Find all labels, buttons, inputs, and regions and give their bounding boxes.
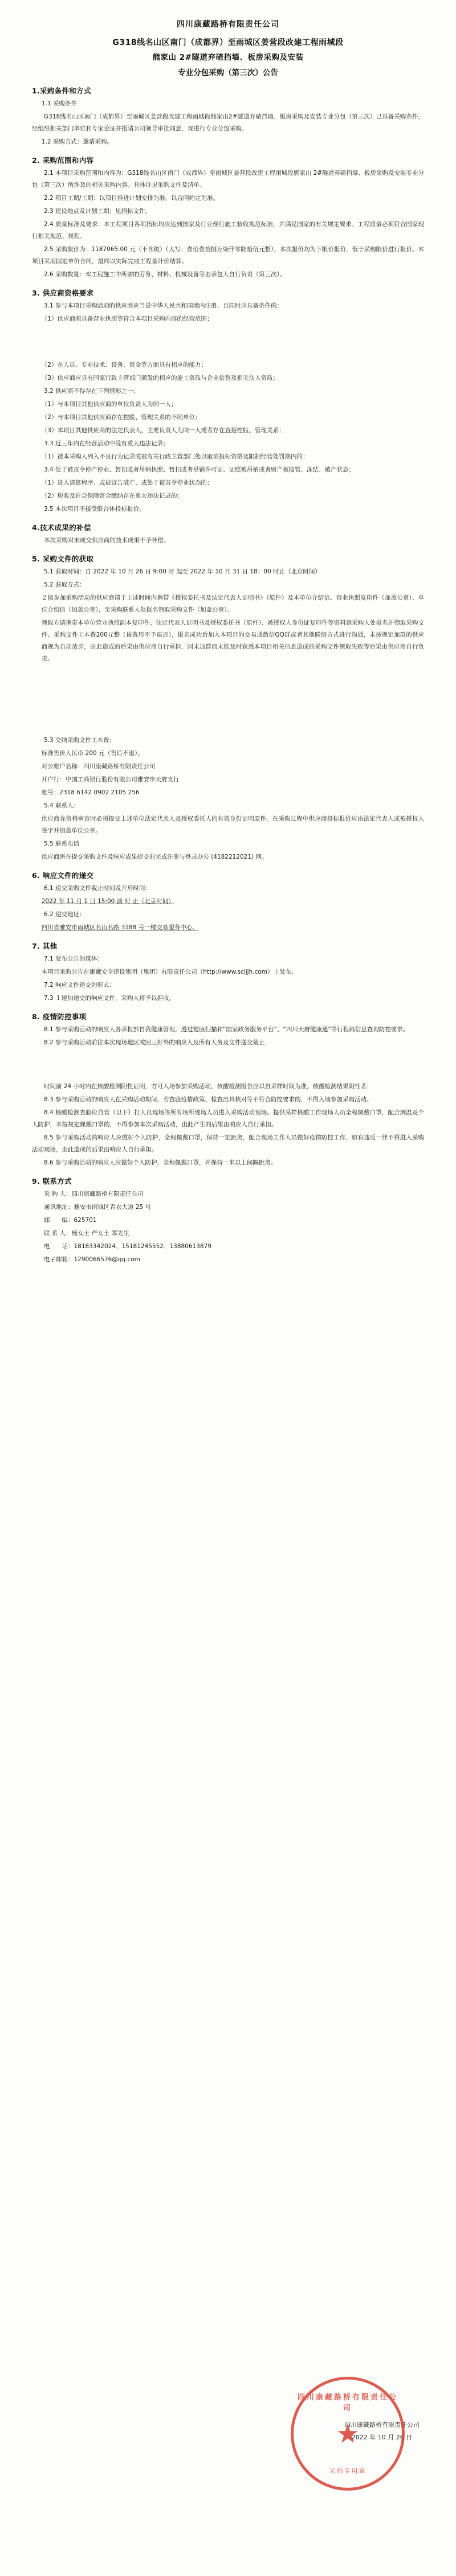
section-paragraph: 标准售价人民币 200 元（售后不退）。 bbox=[41, 750, 144, 757]
section-paragraph: 5.1 获取时间：自 2022 年 10 月 26 日 9:00 时 起至 2022 年 10 月 31 日 18：00 时止（北京时间） bbox=[44, 568, 321, 576]
section-paragraph: 本次采购对未成交供应商的技术成果不予补偿。 bbox=[44, 537, 170, 544]
section-paragraph: 3.1 参与本项目采购活动的供应商应当是中华人民共和国境内注册、且同时应具备条件的： bbox=[44, 302, 283, 310]
section-paragraph: 5.3 交纳采购文件工本费： bbox=[44, 737, 116, 744]
section-paragraph: 8.6 参与采购活动的响应人应做好个人防护，全程佩戴口罩，并保持一米以上间隔距离。 bbox=[44, 1159, 277, 1167]
section-paragraph: 开户行：中国工商银行股份有限公司雅安市天府支行 bbox=[41, 776, 180, 784]
section-paragraph: 7.2 响应文件递交的形式： bbox=[44, 982, 116, 989]
section-技术成果的补偿 bbox=[32, 522, 424, 547]
signature-date: 2022 年 10 月 26 日 bbox=[351, 2434, 413, 2441]
section-paragraph: （2）在人员、专业技术、设备、资金等方面具有相应的能力； bbox=[41, 362, 207, 369]
section-paragraph: 7.1 发布公告的媒体： bbox=[44, 955, 104, 963]
section-paragraph: 账号：2318 6142 0902 2105 256 bbox=[41, 789, 140, 797]
section-heading: 1.采购条件和方式 bbox=[32, 87, 91, 96]
section-paragraph: （2）与本项目其他供应商存在控股、管理关系的不同单位； bbox=[41, 414, 201, 421]
page-gap bbox=[32, 1050, 424, 1081]
section-疫情防控事项 bbox=[32, 1011, 424, 1169]
section-paragraph: 3.3 近三年内在经营活动中没有重大违法记录； bbox=[44, 440, 169, 448]
section-paragraph: 2.4 质量标准及要求：本工程项目各项指标均应达到国家及行业现行施工验收规范标准，并满足国家的有关规定要求。工程质量必须符合国家现行相关规范、规程。 bbox=[32, 221, 424, 240]
star-icon: ★ bbox=[336, 2418, 360, 2449]
section-paragraph: 供应商需在提交采购文件及响应成果提交前完成注册与登录办公 (4182212021) 网。 bbox=[41, 854, 268, 861]
seal-top-text: 四川康藏路桥有限责任公司 bbox=[297, 2393, 398, 2413]
section-paragraph: 2.5 采购限价为：1187065.00 元（不含税）（大写：壹佰壹拾捌万柒仟零陆拾伍元整），本次报价均为下限价报价，低于采购限价进行报价。本项目采用固定单价合同，最终以实际完成工程量计价结算。 bbox=[32, 246, 424, 265]
section-paragraph: 8.4 核酸检测查验应自营（以下）打人员现场等所有场所现场人员进入采购活动现场。提供采样核酸工作现场人员全程佩戴口罩，配合测温及个人防护，未按规定佩戴口罩的，不得参加本次采购活动，由此产生的后果由响应人自行承担。 bbox=[32, 1109, 424, 1129]
contact-postcode: 邮 编：625701 bbox=[44, 1217, 97, 1224]
section-paragraph: 5.4 联系人： bbox=[44, 802, 80, 810]
section-采购条件和方式 bbox=[32, 85, 424, 148]
section-paragraph: 8.2 参与采购活动前往本次现场地区或因三好外的响应人及所有人务及文件递交截止 bbox=[44, 1039, 265, 1047]
contact-purchaser: 采 购 人：四川康藏路桥有限责任公司 bbox=[44, 1191, 144, 1198]
section-paragraph: 6.2 递交地址： bbox=[44, 911, 85, 918]
company-name: 四川康藏路桥有限责任公司 bbox=[177, 20, 279, 29]
contact-email: 电子邮箱：1290066576@qq.com bbox=[44, 1256, 140, 1264]
section-paragraph: 对公账户名称：四川康藏路桥有限责任公司 bbox=[41, 763, 156, 770]
section-paragraph: 8.5 参与采购活动的响应人应做好个人防护，全程佩戴口罩，保持一定距离，配合现场工作人员做好疫情防控工作，如有违反一律不得进入采购活动现场，由此造成的后果由响应人自行承担。 bbox=[32, 1134, 424, 1154]
section-heading: 9. 联系方式 bbox=[32, 1177, 72, 1186]
contact-phone: 电 话：18183342024、15181245552、13880613879 bbox=[44, 1243, 211, 1250]
section-采购文件的获取 bbox=[32, 553, 424, 863]
section-paragraph: （2）税收及社会保障资金缴纳存在重大违法记录的； bbox=[41, 493, 183, 500]
section-供应商资格要求 bbox=[32, 288, 424, 515]
section-paragraph: 8.3 参与采购活动的响应人在采购活动期间，若查验疫情政策、检查出具核对等不符合防控要求的，不得入场参加采购活动。 bbox=[44, 1096, 373, 1104]
seal-bottom-text: 采购专用章 bbox=[329, 2467, 367, 2475]
section-paragraph: （3）供应商应具有国家行政主管部门颁发的相应的施工资质与企业信誉及相关法人资质； bbox=[41, 375, 279, 382]
section-heading: 6. 响应文件的递交 bbox=[32, 871, 94, 880]
section-paragraph: 3.5 本次项目不接受联合体投标报价。 bbox=[44, 506, 145, 513]
section-heading: 4.技术成果的补偿 bbox=[32, 523, 91, 532]
section-paragraph: 3.2 供应商不得存在下列情形之一： bbox=[44, 388, 140, 395]
section-paragraph: 6.1 递交采购文件截止时间及开启时间： bbox=[44, 885, 152, 892]
section-paragraph: 3.4 处于被责令停产停业、暂扣或者吊销执照、暂扣或者吊销许可证、证照被吊销或者财产被接管、冻结、破产状态； bbox=[44, 466, 355, 474]
section-paragraph: G318线名山区南门（成都界）至雨城区姜营段改建工程雨城段熊家山2#隧道弃碴挡墙、板房采购及安装专业分包（第三次）已具备采购条件，经组织相关部门单位和专家论证并报请公司领导审批同意，现进行专业分包采购。 bbox=[32, 113, 424, 133]
document-notice-type: 专业分包采购（第三次）公告 bbox=[178, 68, 278, 78]
section-采购范围和内容 bbox=[32, 155, 424, 281]
section-heading: 5. 采购文件的获取 bbox=[32, 555, 94, 564]
contact-person: 联 系 人：杨女士 严女士 郑先生 bbox=[44, 1230, 129, 1237]
section-paragraph: 1.2 采购方式：邀请采购。 bbox=[41, 138, 113, 146]
signature-org: 四川康藏路桥有限责任公司 bbox=[344, 2421, 420, 2429]
section-paragraph: （1）进入清算程序、或被宣告破产、或处于被责令停业状态的； bbox=[41, 479, 213, 487]
document-header bbox=[32, 18, 424, 77]
blank-space bbox=[32, 326, 424, 359]
section-paragraph: 5.2 获取方式： bbox=[44, 581, 85, 589]
section-paragraph: 8.1 参与采购活动的响应人各承担部自我健康管理，遵过健康扫描和“国家政务服务平台”、“四川天府健康通”等行程码信息查询防控要求。 bbox=[44, 1026, 409, 1033]
section-heading: 8. 疫情防控事项 bbox=[32, 1012, 87, 1022]
section-paragraph: ２拟参加采购活动的供应商请于上述时间内携带《授权委托书及法定代表人证明书》（原件）及本单位介绍信、营业执照复印件（加盖公章）、单位介绍信（加盖公章），至采购联系人处报名领取采购文件（加盖公章）。 bbox=[41, 594, 424, 614]
section-paragraph: 2.3 建设地点及计划工期：见招标文件。 bbox=[44, 208, 152, 215]
section-paragraph: （1）供应商须具备营业执照等符合本项目采购内容的经营范围； bbox=[41, 315, 213, 323]
section-paragraph: 四川省雅安市雨城区名山名路 3188 号一楼交易服务中心。 bbox=[41, 924, 198, 932]
section-其他 bbox=[32, 941, 424, 1004]
section-paragraph: 2.2 项目工期/工期：以项目推进计划安排为准，以合同约定为准。 bbox=[44, 195, 219, 202]
official-seal bbox=[291, 2377, 405, 2491]
section-paragraph: （3）本项目其他供应商的法定代表人、主要负责人为同一人或者存在直接控股、管理关系； bbox=[41, 427, 285, 434]
section-heading: 7. 其他 bbox=[32, 942, 58, 951]
section-paragraph: 供应商在资格审查时必须提交上述单位法定代表人及授权委托人的有效身份证明原件，在采购过程中供应商投标报价应由法定代表人或被授权人签字并加盖单位公章。 bbox=[41, 815, 424, 835]
section-heading: 2. 采购范围和内容 bbox=[32, 156, 94, 165]
section-paragraph: 7.3 １递加递交的响应文件，采购人将予以拒收。 bbox=[44, 995, 176, 1002]
section-paragraph: （1）与本项目其他供应商的单位负责人为同一人； bbox=[41, 401, 177, 408]
document-title-line-2: 熊家山 2#隧道弃碴挡墙、板房采购及安装 bbox=[152, 52, 304, 62]
section-paragraph: 1.1 采购条件 bbox=[41, 100, 77, 108]
section-paragraph: 2.1 本项目采购范围和内容为：G318线名山区南门（成都界）至雨城区姜营段改建工程雨城段熊家山 2#隧道弃碴挡墙、板房采购及安装专业分包（第三次）所涉及的相关采购内容。具体详见采购文件及清单。 bbox=[32, 170, 424, 189]
blank-space bbox=[32, 666, 424, 735]
section-paragraph: （1）被本采购人列入不良行为记录或被有关行政主管部门处以取消投标资格及限制经营处罚期内的； bbox=[41, 453, 309, 461]
section-响应文件的递交 bbox=[32, 870, 424, 934]
section-paragraph: 时间前 24 小时内在核酸检测阴性证明，方可入场参加采购活动，核酸检测报告应以自采样时间为准，核酸检测结果阴性者； bbox=[44, 1083, 373, 1090]
section-paragraph: 2022 年 11 月 1 日 15:00 前 时 止（北京时间） bbox=[41, 898, 174, 905]
section-paragraph: 领取方请携带本单位营业执照副本复印件、法定代表人证明书及授权委托书（原件）、被授权人身份证复印件等资料到采购人处报名并领取采购文件。采购文件工本费200元整（该费用不予退还），报名成功后加入本项目的交易通微信QQ群或者其他联络方式进行沟通，未按规定加群的供应商视为自动放弃，由此造成的后果由供应商自行承担，因未加群而未能及时获悉本项目相关信息造成的采购文件领取失败等后果由供应商自行负责。 bbox=[41, 620, 424, 663]
section-heading: 3. 供应商资格要求 bbox=[32, 289, 94, 298]
section-paragraph: 本项目采购公告在康藏安全建设集团（集团）有限责任公司（http://www.scljjh.com）上发布。 bbox=[41, 969, 298, 976]
section-联系方式 bbox=[32, 1176, 424, 1266]
contact-address: 通讯地址：雅安市雨城区青衣大道 25 号 bbox=[44, 1204, 152, 1211]
section-paragraph: 2.6 采购数量：本工程施工中所需的劳务、材料、机械设备等由承包人自行负责（第三次）。 bbox=[44, 271, 286, 278]
document-title-line-1: G318线名山区南门（成都界）至雨城区姜营段改建工程雨城段 bbox=[112, 38, 344, 47]
section-paragraph: 5.5 联系电话 bbox=[44, 840, 80, 848]
